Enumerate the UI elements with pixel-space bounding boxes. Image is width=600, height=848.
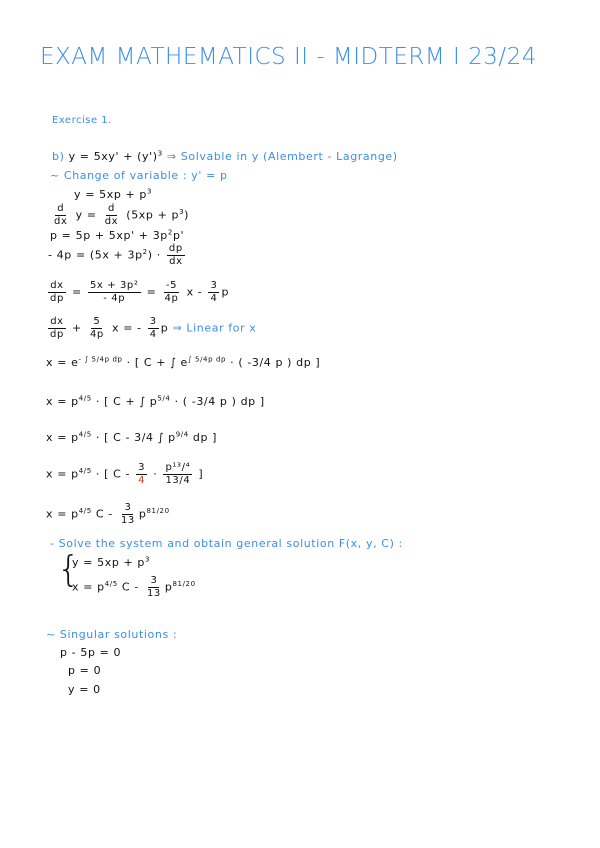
numerator: 5	[93, 316, 101, 327]
fraction	[208, 280, 219, 305]
numerator: 3	[150, 575, 158, 586]
denominator: 4p	[89, 329, 104, 340]
line-9	[46, 356, 320, 370]
singular-line-2: p = 0	[68, 664, 102, 677]
equation: dp ]	[192, 431, 218, 444]
fraction	[88, 280, 141, 305]
numerator: 3	[138, 462, 146, 473]
exponent: - ∫ 5/4p dp	[78, 355, 123, 364]
numerator: 3	[124, 502, 132, 513]
exponent: 3	[157, 149, 163, 158]
system-brace: {	[57, 549, 80, 590]
numerator: -5	[165, 280, 178, 291]
equation: p	[138, 507, 147, 521]
denominator: dp	[50, 293, 64, 304]
arrow: ⇒	[166, 150, 177, 163]
equation: · ( -3/4 p ) dp ]	[174, 395, 265, 408]
dot: ·	[153, 467, 158, 481]
equation: x = p	[46, 467, 79, 481]
denominator: dx	[54, 216, 68, 227]
denominator: dx	[169, 256, 183, 267]
denominator: 4	[149, 329, 157, 340]
plus: +	[72, 321, 82, 335]
equation: · [ C + ∫ p	[95, 395, 158, 408]
equation: x = e	[46, 356, 79, 369]
exponent: 4/5	[78, 430, 92, 439]
exponent: 3	[179, 207, 185, 216]
denominator: 4	[210, 293, 218, 304]
line-13	[46, 502, 170, 527]
equation: x = p	[46, 431, 79, 444]
equation: (5xp + p	[126, 208, 180, 222]
fraction	[145, 575, 163, 600]
exponent: 2	[142, 247, 148, 256]
line-6	[48, 243, 187, 268]
equation: · ( -3/4 p ) dp ]	[230, 356, 321, 369]
fraction	[119, 502, 137, 527]
equation: · [ C - 3/4 ∫ p	[95, 431, 176, 444]
denominator: dx	[104, 216, 119, 227]
equation: ) ·	[147, 248, 161, 262]
line-5	[50, 229, 184, 243]
equation: C -	[95, 507, 113, 521]
exponent: 4/5	[78, 394, 92, 403]
exponent: 81/20	[172, 579, 196, 588]
singular-line-1: p - 5p = 0	[60, 646, 122, 659]
page-title: EXAM MATHEMATICS II - MIDTERM I 23/24	[40, 44, 537, 70]
numerator: 3	[210, 280, 218, 291]
denominator: 4	[138, 475, 146, 486]
fraction	[167, 243, 185, 268]
line-12	[46, 462, 203, 487]
equation: p = 5p + 5xp' + 3p	[50, 229, 168, 242]
system-line-1	[72, 556, 150, 570]
equation: x = -	[111, 321, 142, 335]
exponent: 9/4	[175, 430, 189, 439]
equation: y = 5xy' + (y')	[68, 150, 158, 163]
numerator: dp	[168, 243, 183, 254]
denominator: 4p	[164, 293, 179, 304]
denominator: 13/4	[165, 475, 191, 486]
line-solve: - Solve the system and obtain general solution F(x, y, C) :	[50, 537, 403, 550]
system-line-2	[72, 575, 196, 600]
denominator: 13	[120, 515, 135, 526]
arrow: ⇒	[172, 321, 183, 335]
equation: p	[160, 321, 169, 335]
numerator: d	[107, 203, 115, 214]
equation: x = p	[46, 395, 79, 408]
equation: y =	[75, 208, 97, 222]
fraction	[88, 316, 106, 341]
equation: - 4p = (5x + 3p	[48, 248, 143, 262]
equation: · [ C + ∫ e	[126, 356, 188, 369]
exponent: 3	[147, 187, 153, 196]
exponent: 4/5	[78, 466, 92, 475]
fraction	[163, 462, 192, 487]
exponent: 81/20	[146, 506, 170, 515]
fraction	[48, 316, 66, 341]
equation: p	[164, 580, 173, 594]
singular-line-3: y = 0	[68, 683, 101, 696]
denominator: dp	[50, 329, 64, 340]
exponent: 5/4	[157, 394, 171, 403]
exponent: ∫ 5/4p dp	[187, 355, 227, 364]
equation: · [ C -	[95, 467, 131, 481]
line-change: ~ Change of variable : y' = p	[50, 169, 228, 182]
numerator: dx	[50, 316, 64, 327]
numerator: dx	[50, 280, 64, 291]
exponent: 4/5	[104, 579, 118, 588]
line-8	[46, 316, 256, 341]
line-11	[46, 431, 217, 445]
fraction	[148, 316, 159, 341]
equals: =	[72, 285, 82, 299]
fraction	[163, 280, 181, 305]
equation: x -	[186, 285, 203, 299]
equation: p	[221, 285, 230, 299]
note: Solvable in y (Alembert - Lagrange)	[180, 150, 398, 163]
line-singular: ~ Singular solutions :	[46, 628, 178, 641]
numerator: 3	[149, 316, 157, 327]
fraction	[103, 203, 120, 228]
equals: =	[146, 285, 157, 299]
equation: y = 5xp + p	[72, 556, 146, 569]
fraction	[52, 203, 69, 228]
equation: y = 5xp + p	[74, 188, 148, 201]
line-3	[74, 188, 152, 202]
equation: x = p	[46, 507, 79, 521]
numerator: d	[57, 203, 65, 214]
fraction	[48, 280, 66, 305]
line-4	[50, 203, 189, 228]
exponent: 2	[167, 228, 173, 237]
equation: p'	[172, 229, 185, 242]
numerator: 5x + 3p²	[89, 280, 139, 291]
denominator: 13	[146, 588, 161, 599]
part-label: b)	[52, 150, 65, 163]
equation: )	[184, 208, 190, 222]
equation: x = p	[72, 580, 105, 594]
line-7	[46, 280, 229, 305]
equation: ]	[198, 467, 204, 481]
exercise-heading: Exercise 1.	[52, 115, 112, 126]
line-b	[52, 150, 398, 164]
note: Linear for x	[186, 321, 257, 335]
numerator: p¹³/⁴	[165, 462, 191, 473]
exponent: 3	[145, 555, 151, 564]
denominator: - 4p	[103, 293, 126, 304]
fraction	[136, 462, 147, 487]
equation: C -	[121, 580, 139, 594]
exponent: 4/5	[78, 506, 92, 515]
line-10	[46, 395, 265, 409]
